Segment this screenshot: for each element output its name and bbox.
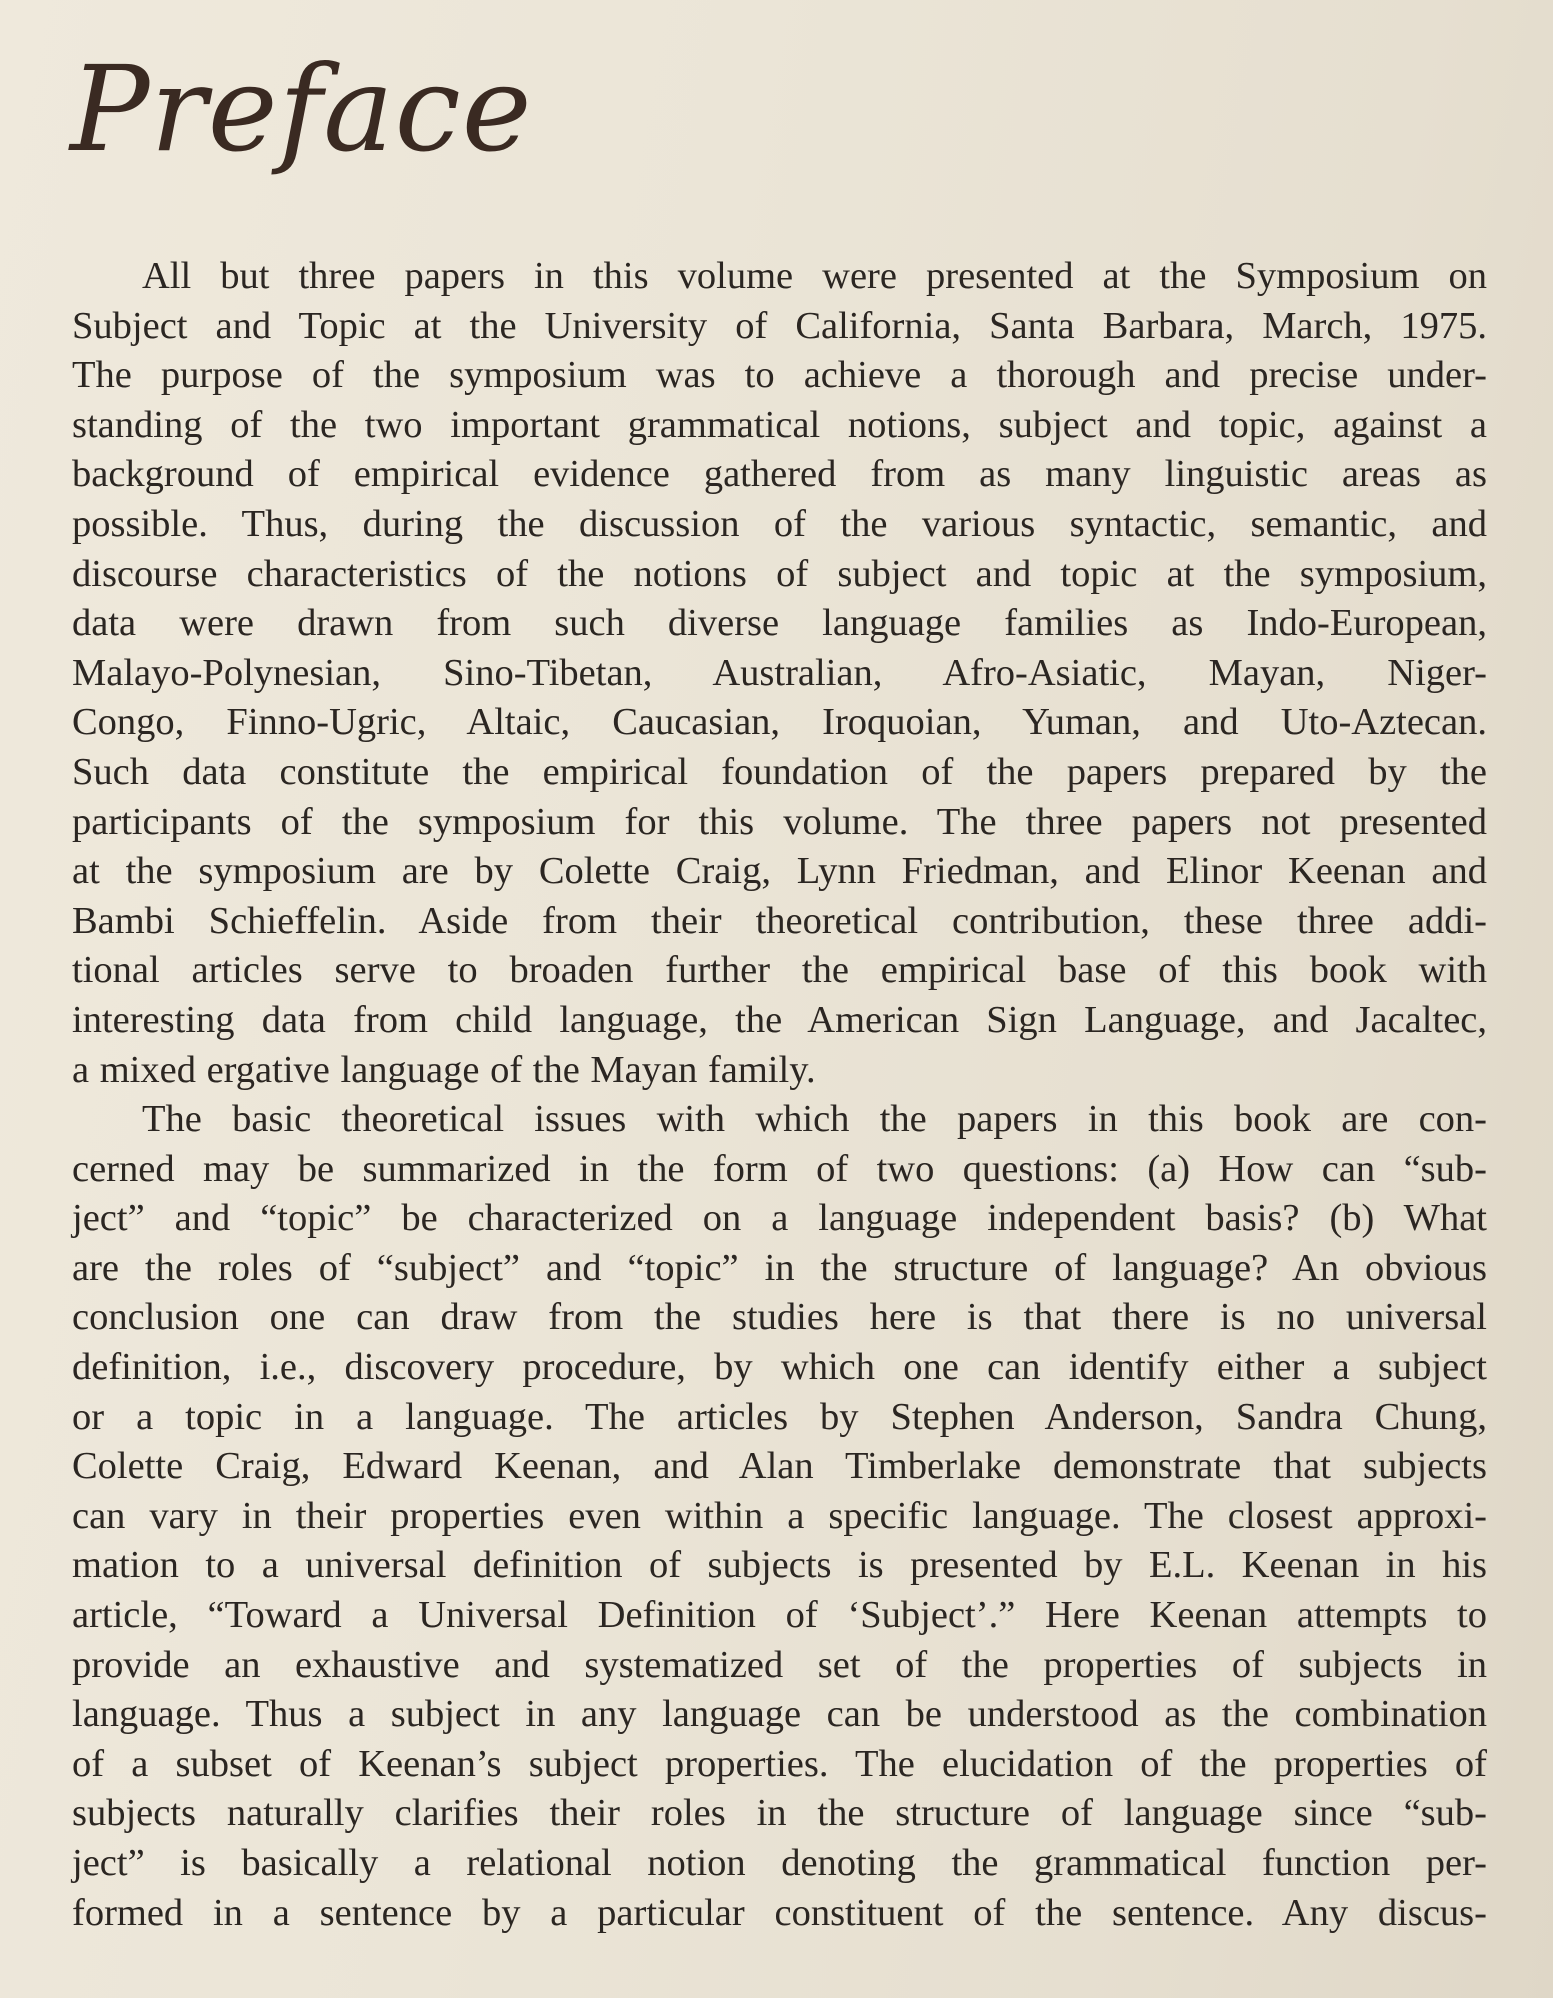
text-line: can vary in their properties even within a specific language. The closest approxi- (72, 1494, 1487, 1537)
text-line: provide an exhaustive and systematized set of the properties of subjects in (72, 1643, 1487, 1686)
text-line: article, “Toward a Universal Definition of ‘Subject’.” Here Keenan attempts to (72, 1594, 1487, 1637)
text-line: at the symposium are by Colette Craig, Lynn Friedman, and Elinor Keenan and (72, 850, 1487, 893)
text-line: Such data constitute the empirical foundation of the papers prepared by the (72, 750, 1487, 793)
text-line: mation to a universal definition of subjects is presented by E.L. Keenan in his (72, 1544, 1487, 1587)
text-line: Colette Craig, Edward Keenan, and Alan Timberlake demonstrate that subjects (72, 1445, 1487, 1488)
text-line: standing of the two important grammatical notions, subject and topic, against a (72, 403, 1487, 446)
text-line: formed in a sentence by a particular constituent of the sentence. Any discus- (72, 1891, 1487, 1934)
text-line: a mixed ergative language of the Mayan family. (72, 1048, 816, 1091)
body-text (72, 252, 1487, 1938)
text-line: discourse characteristics of the notions of subject and topic at the symposium, (72, 552, 1487, 595)
text-line: language. Thus a subject in any language can be understood as the combination (72, 1693, 1487, 1736)
text-line: The purpose of the symposium was to achieve a thorough and precise under- (72, 354, 1487, 397)
text-line: The basic theoretical issues with which the papers in this book are con- (142, 1098, 1487, 1141)
text-line: ject” and “topic” be characterized on a language independent basis? (b) What (72, 1197, 1487, 1240)
text-line: Congo, Finno-Ugric, Altaic, Caucasian, Iroquoian, Yuman, and Uto-Aztecan. (72, 701, 1487, 744)
text-line: of a subset of Keenan’s subject properties. The elucidation of the properties of (72, 1742, 1487, 1785)
paragraph-1 (72, 252, 1487, 1095)
text-line: are the roles of “subject” and “topic” in the structure of language? An obvious (72, 1246, 1487, 1289)
page-title: Preface (70, 40, 533, 178)
text-line: or a topic in a language. The articles by Stephen Anderson, Sandra Chung, (72, 1395, 1487, 1438)
text-line: All but three papers in this volume were presented at the Symposium on (142, 255, 1487, 297)
text-line: subjects naturally clarifies their roles in the structure of language since “sub- (72, 1792, 1487, 1835)
paragraph-2 (72, 1095, 1487, 1938)
text-line: cerned may be summarized in the form of two questions: (a) How can “sub- (72, 1147, 1487, 1190)
text-line: Subject and Topic at the University of California, Santa Barbara, March, 1975. (72, 304, 1487, 347)
text-line: possible. Thus, during the discussion of the various syntactic, semantic, and (72, 502, 1487, 545)
text-line: tional articles serve to broaden further the empirical base of this book with (72, 949, 1487, 992)
text-line: ject” is basically a relational notion denoting the grammatical function per- (72, 1842, 1487, 1884)
text-line: conclusion one can draw from the studies here is that there is no universal (72, 1296, 1487, 1339)
text-line: data were drawn from such diverse language families as Indo-European, (72, 602, 1487, 645)
text-line: Bambi Schieffelin. Aside from their theoretical contribution, these three addi- (72, 899, 1487, 942)
text-line: participants of the symposium for this volume. The three papers not presented (72, 800, 1487, 843)
text-line: interesting data from child language, the American Sign Language, and Jacaltec, (72, 998, 1487, 1041)
text-line: definition, i.e., discovery procedure, by which one can identify either a subject (72, 1346, 1487, 1389)
text-line: Malayo-Polynesian, Sino-Tibetan, Australian, Afro-Asiatic, Mayan, Niger- (72, 651, 1487, 694)
text-line: background of empirical evidence gathered from as many linguistic areas as (72, 453, 1487, 496)
